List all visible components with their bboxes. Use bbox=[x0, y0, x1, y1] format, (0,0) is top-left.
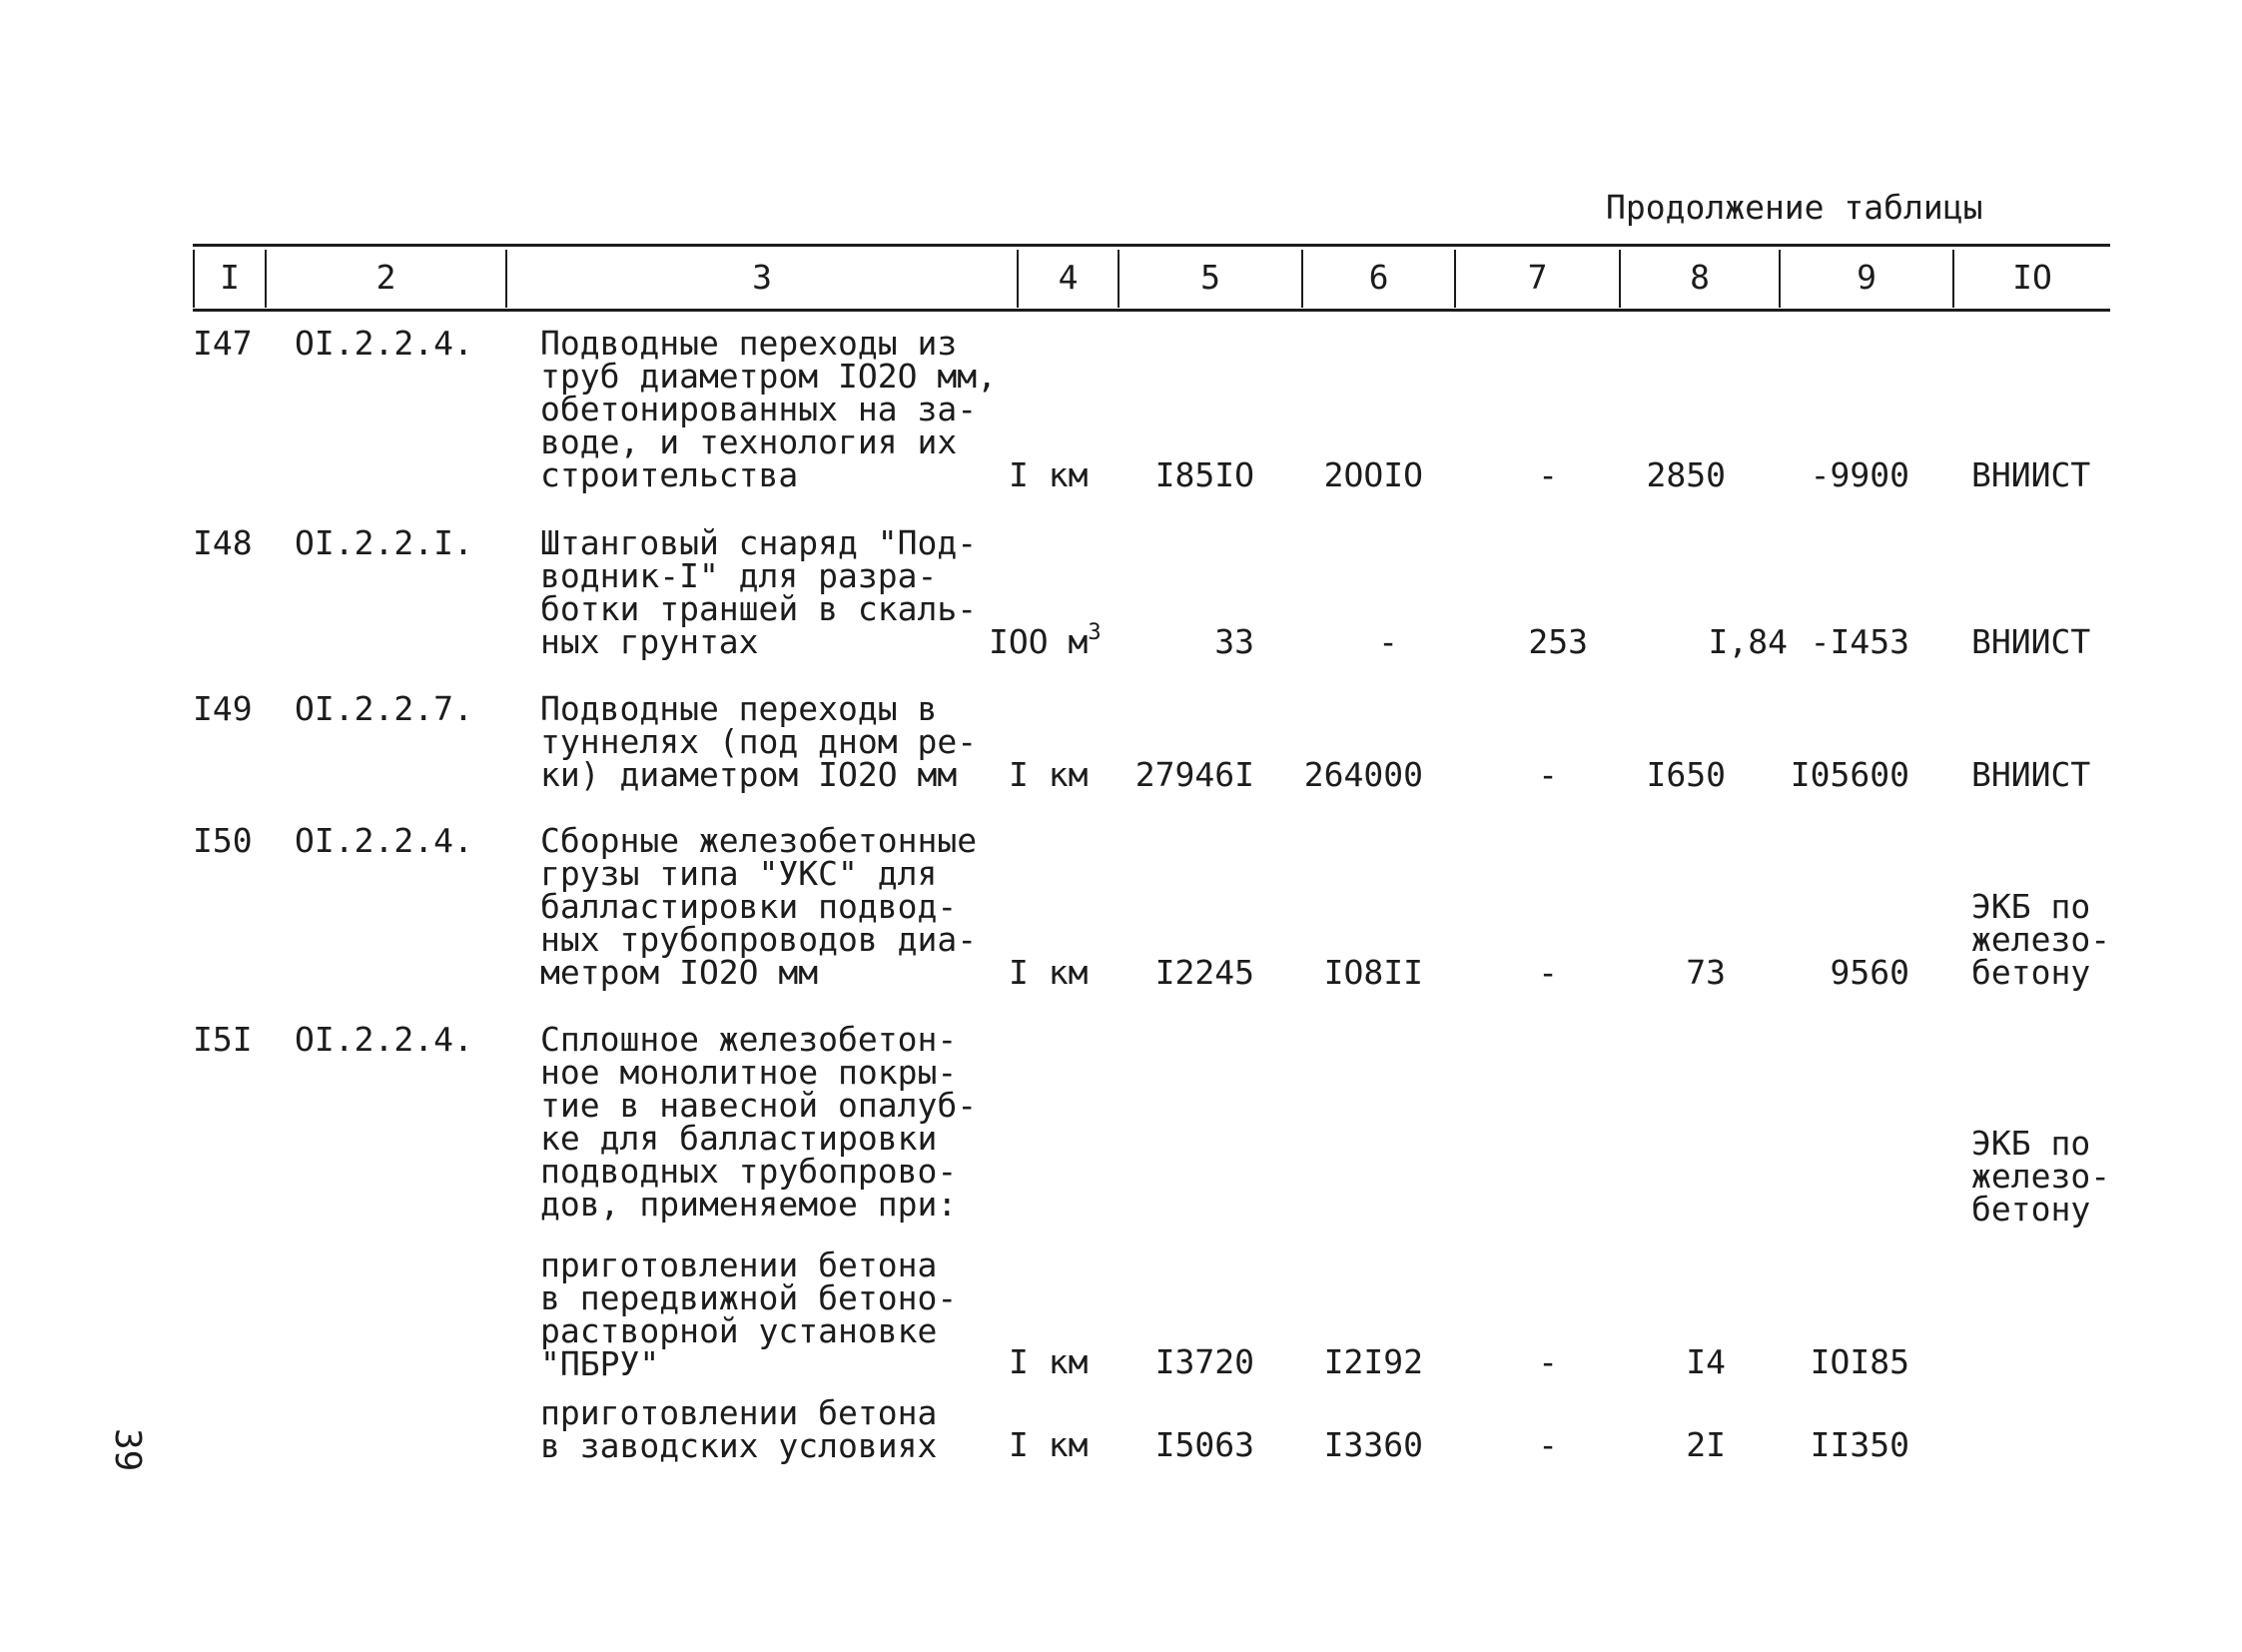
row-description: Сплошное железобетон- ное монолитное покры- тие в навесной опалуб- ке для балластировки подводных трубопрово- дов, применяемое при: bbox=[540, 1020, 978, 1224]
row-unit-text: IOO м bbox=[989, 622, 1089, 661]
row-description: приготовлении бетона в передвижной бетоно- растворной установке "ПБРУ" bbox=[540, 1245, 958, 1383]
row-col-6: IO8II bbox=[1323, 953, 1423, 992]
row-col-8: 2I bbox=[1686, 1425, 1726, 1464]
row-unit bbox=[989, 620, 1102, 661]
row-col-8: I4 bbox=[1686, 1342, 1726, 1381]
table-caption: Продолжение таблицы bbox=[1606, 188, 1983, 227]
row-col-8: I,84 bbox=[1708, 622, 1788, 661]
row-col-6: - bbox=[1378, 622, 1398, 661]
row-code: OI.2.2.I. bbox=[295, 523, 473, 562]
row-col-9: 9560 bbox=[1830, 953, 1909, 992]
row-organization: ВНИИСТ bbox=[1971, 455, 2091, 494]
row-code: OI.2.2.4. bbox=[295, 1020, 473, 1059]
row-col-5: I2245 bbox=[1154, 953, 1254, 992]
row-col-7: - bbox=[1538, 755, 1558, 794]
row-unit: I км bbox=[1009, 1425, 1089, 1464]
row-col-6: 2OOIO bbox=[1323, 455, 1423, 494]
row-col-8: 73 bbox=[1686, 953, 1726, 992]
row-organization: ВНИИСТ bbox=[1971, 755, 2091, 794]
row-organization: ЭКБ по железо- бетону bbox=[1971, 887, 2111, 992]
row-col-5: 33 bbox=[1214, 622, 1254, 661]
row-col-7: - bbox=[1538, 1342, 1558, 1381]
row-col-7: - bbox=[1538, 455, 1558, 494]
row-number: I48 bbox=[193, 523, 253, 562]
header-col-1: I bbox=[220, 258, 240, 297]
row-col-8: 2850 bbox=[1646, 455, 1726, 494]
row-description: Подводные переходы из труб диаметром IO2O мм, обетонированных на за- воде, и технология их строительства bbox=[540, 324, 997, 494]
header-col-6: 6 bbox=[1368, 258, 1389, 297]
header-col-4: 4 bbox=[1058, 258, 1079, 297]
row-unit: I км bbox=[1009, 755, 1089, 794]
row-organization: ЭКБ по железо- бетону bbox=[1971, 1124, 2111, 1229]
row-col-5: I5063 bbox=[1154, 1425, 1254, 1464]
row-col-6: I3360 bbox=[1323, 1425, 1423, 1464]
row-number: I5I bbox=[193, 1020, 253, 1059]
row-unit: I км bbox=[1009, 1342, 1089, 1381]
header-col-5: 5 bbox=[1200, 258, 1220, 297]
row-number: I49 bbox=[193, 689, 253, 728]
row-code: OI.2.2.4. bbox=[295, 324, 473, 363]
row-col-7: - bbox=[1538, 953, 1558, 992]
row-description: Сборные железобетонные грузы типа "УКС" для балластировки подвод- ных трубопроводов диа- метром IO2O мм bbox=[540, 821, 978, 992]
table-header-rule bbox=[193, 309, 2110, 312]
row-number: I50 bbox=[193, 821, 253, 860]
table-top-rule bbox=[193, 244, 2110, 247]
row-col-9: II350 bbox=[1810, 1425, 1909, 1464]
row-col-5: I85IO bbox=[1154, 455, 1254, 494]
row-col-5: 27946I bbox=[1134, 755, 1254, 794]
row-col-7: - bbox=[1538, 1425, 1558, 1464]
row-number: I47 bbox=[193, 324, 253, 363]
row-organization: ВНИИСТ bbox=[1971, 622, 2091, 661]
header-col-9: 9 bbox=[1857, 258, 1876, 297]
header-col-3: 3 bbox=[752, 258, 772, 297]
page-number: 39 bbox=[107, 1428, 148, 1472]
row-col-6: I2I92 bbox=[1323, 1342, 1423, 1381]
row-col-8: I650 bbox=[1646, 755, 1726, 794]
header-col-8: 8 bbox=[1690, 258, 1710, 297]
row-col-9: -9900 bbox=[1810, 455, 1909, 494]
header-col-2: 2 bbox=[375, 258, 396, 297]
row-col-9: I05600 bbox=[1790, 755, 1909, 794]
row-unit-superscript: 3 bbox=[1088, 620, 1102, 645]
header-col-10: IO bbox=[2012, 258, 2052, 297]
row-col-9: -I453 bbox=[1810, 622, 1909, 661]
row-code: OI.2.2.4. bbox=[295, 821, 473, 860]
row-description: приготовлении бетона в заводских условиях bbox=[540, 1393, 938, 1465]
row-description: Подводные переходы в туннелях (под дном ре- ки) диаметром IO2O мм bbox=[540, 689, 978, 794]
row-col-9: IOI85 bbox=[1810, 1342, 1909, 1381]
row-unit: I км bbox=[1009, 455, 1089, 494]
row-col-6: 264000 bbox=[1303, 755, 1423, 794]
row-col-7: 253 bbox=[1528, 622, 1588, 661]
header-col-7: 7 bbox=[1527, 258, 1548, 297]
row-col-5: I3720 bbox=[1154, 1342, 1254, 1381]
row-code: OI.2.2.7. bbox=[295, 689, 473, 728]
row-unit: I км bbox=[1009, 953, 1089, 992]
row-description: Штанговый снаряд "Под- водник-I" для разра- ботки траншей в скаль- ных грунтах bbox=[540, 523, 978, 661]
